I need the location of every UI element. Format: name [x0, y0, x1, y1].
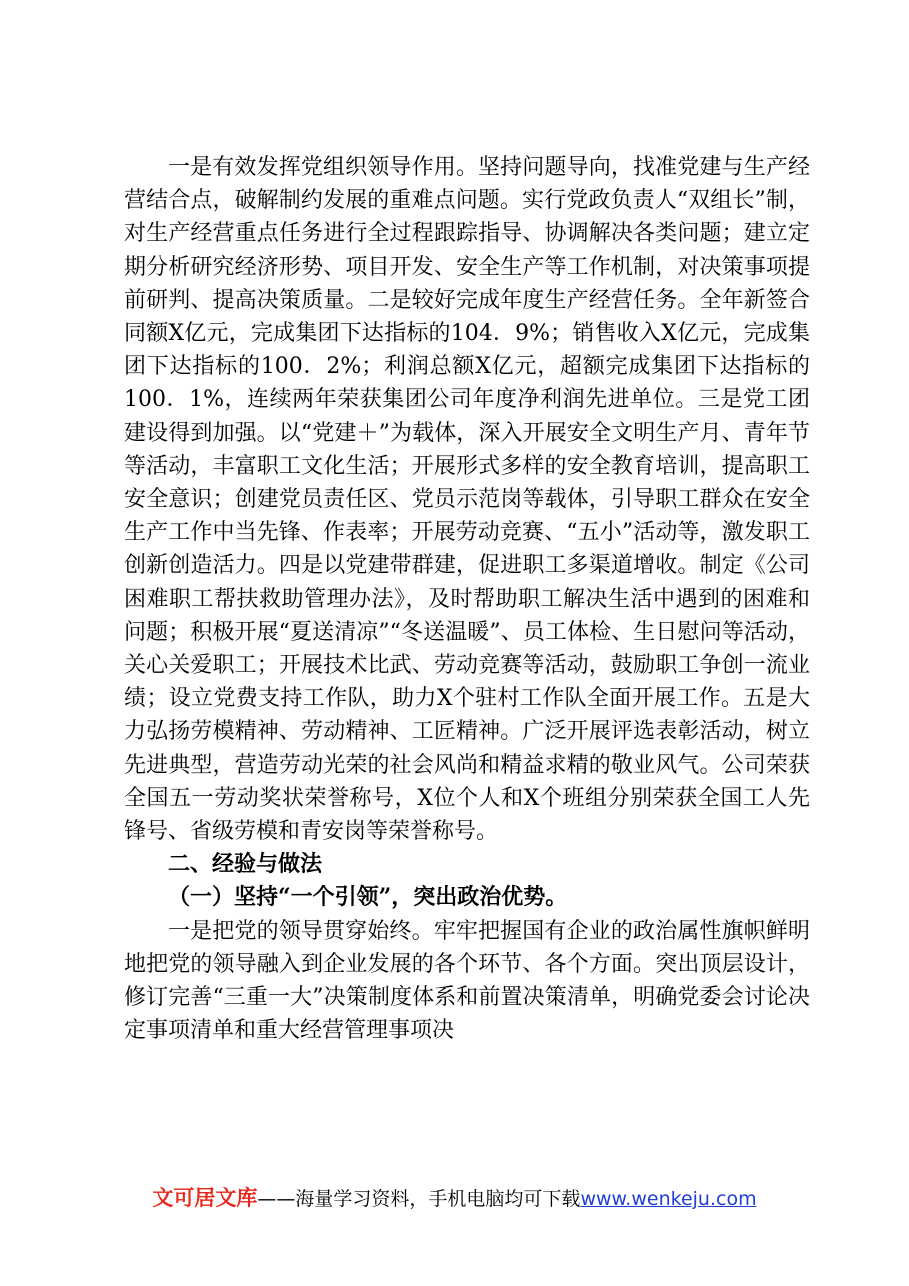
section-heading-experience: 二、经验与做法: [168, 852, 323, 878]
document-body: [124, 151, 810, 1047]
footer-brand: 文可居文库: [152, 1186, 258, 1210]
footer-tagline: ——海量学习资料，手机电脑均可下载: [257, 1188, 581, 1210]
paragraph-party-leadership: 一是把党的领导贯穿始终。牢牢把握国有企业的政治属性旗帜鲜明地把党的领导融入到企业发展的各个环节、各个方面。突出顶层设计，修订完善“三重一大”决策制度体系和前置决策清单，明确党委会讨论决定事项清单和重大经营管理事项决: [124, 918, 810, 1044]
subsection-heading-one: （一）坚持“一个引领”，突出政治优势。: [168, 884, 568, 911]
footer-banner: [0, 1182, 909, 1212]
paragraph-achievements: 一是有效发挥党组织领导作用。坚持问题导向，找准党建与生产经营结合点，破解制约发展的重难点问题。实行党政负责人“双组长”制，对生产经营重点任务进行全过程跟踪指导、协调解决各类问题；建立定期分析研究经济形势、项目开发、安全生产等工作机制，对决策事项提前研判、提高决策质量。二是较好完成年度生产经营任务。全年新签合同额X亿元，完成集团下达指标的104．9%；销售收入X亿元，完成集团下达指标的100．2%；利润总额X亿元，超额完成集团下达指标的100．1%，连续两年荣获集团公司年度净利润先进单位。三是党工团建设得到加强。以“党建＋”为载体，深入开展安全文明生产月、青年节等活动，丰富职工文化生活；开展形式多样的安全教育培训，提高职工安全意识；创建党员责任区、党员示范岗等载体，引导职工群众在安全生产工作中当先锋、作表率；开展劳动竞赛、“五小”活动等，激发职工创新创造活力。四是以党建带群建，促进职工多渠道增收。制定《公司困难职工帮扶救助管理办法》，及时帮助职工解决生活中遇到的困难和问题；积极开展“夏送清凉”“冬送温暖”、员工体检、生日慰问等活动，关心关爱职工；开展技术比武、劳动竞赛等活动，鼓励职工争创一流业绩；设立党费支持工作队，助力X个驻村工作队全面开展工作。五是大力弘扬劳模精神、劳动精神、工匠精神。广泛开展评选表彰活动，树立先进典型，营造劳动光荣的社会风尚和精益求精的敬业风气。公司荣获全国五一劳动奖状荣誉称号，X位个人和X个班组分别荣获全国工人先锋号、省级劳模和青安岗等荣誉称号。: [124, 155, 811, 845]
footer-url-link[interactable]: www.wenkeju.com: [580, 1188, 757, 1210]
